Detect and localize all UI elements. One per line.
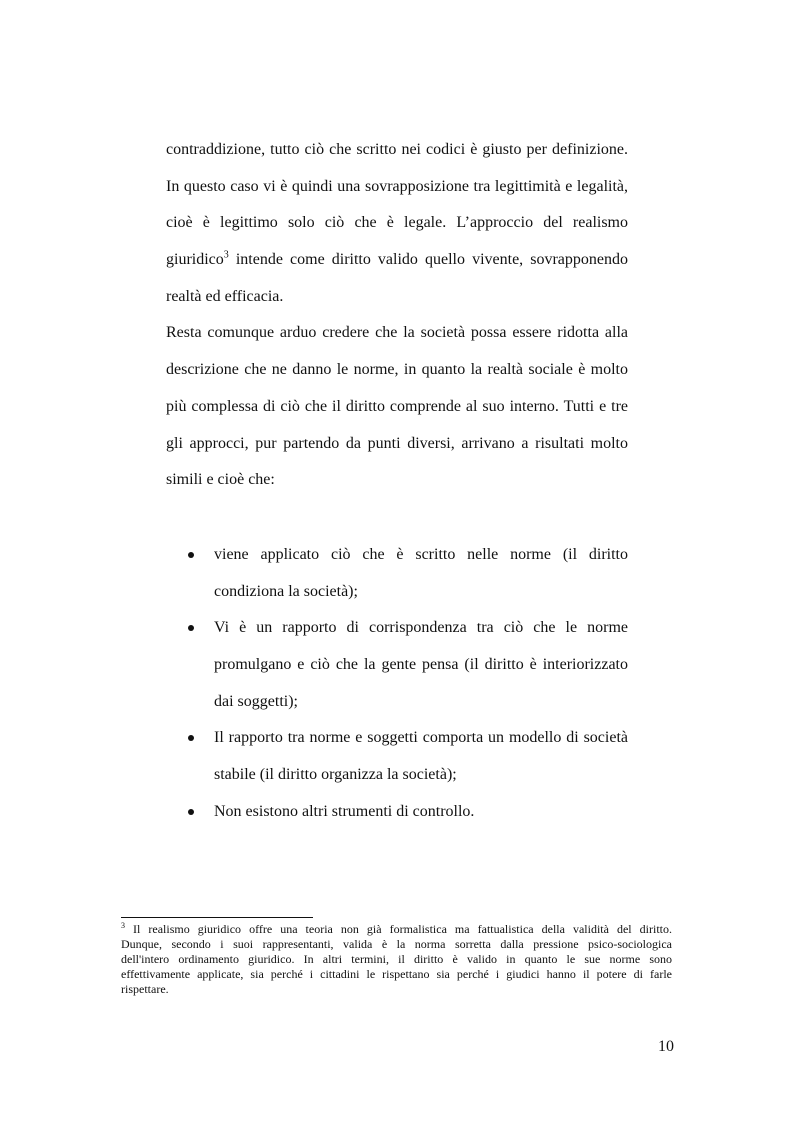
bullet-icon — [188, 552, 194, 558]
list-item — [188, 724, 628, 797]
paragraph-2-line-3: più complessa di ciò che il diritto comprende al suo interno. Tutti e tre — [166, 397, 628, 415]
list-item — [188, 541, 628, 614]
footnote-line-3: dell'intero ordinamento giuridico. In altri termini, il diritto è valido in quanto le sue norme sono — [121, 952, 672, 966]
body-text — [166, 136, 628, 503]
bullet-icon — [188, 809, 194, 815]
paragraph-1-line-3: cioè è legittimo solo ciò che è legale. L’approccio del realismo — [166, 214, 628, 232]
footnote — [121, 922, 672, 997]
paragraph-2-line-2: descrizione che ne danno le norme, in quanto la realtà sociale è molto — [166, 361, 628, 379]
bullet-3-line-1: Il rapporto tra norme e soggetti comporta un modello di società — [214, 729, 628, 747]
paragraph-2-line-4: gli approcci, pur partendo da punti diversi, arrivano a risultati molto — [166, 434, 628, 452]
paragraph-1-line-4-start: giuridico — [166, 251, 224, 269]
paragraph-2-line-1: Resta comunque arduo credere che la società possa essere ridotta alla — [166, 324, 628, 342]
bullet-icon — [188, 625, 194, 631]
bullet-2-line-1: Vi è un rapporto di corrispondenza tra ciò che le norme — [214, 619, 628, 637]
bullet-list — [188, 541, 628, 835]
bullet-2-line-2: promulgano e ciò che la gente pensa (il diritto è interiorizzato — [214, 656, 628, 674]
footnote-reference: 3 — [223, 249, 229, 261]
bullet-2-line-3: dai soggetti); — [214, 692, 298, 710]
bullet-icon — [188, 735, 194, 741]
bullet-3-line-2: stabile (il diritto organizza la società); — [214, 766, 457, 784]
bullet-1-line-1: viene applicato ciò che è scritto nelle norme (il diritto — [214, 546, 628, 563]
footnote-line-4: effettivamente applicate, sia perché i cittadini le rispettano sia perché i giudici hanno il potere di farle — [121, 967, 672, 981]
paragraph-1-line-4-end: intende come diritto valido quello vivente, sovrapponendo — [228, 251, 628, 269]
page-number: 10 — [658, 1038, 674, 1055]
paragraph-1-line-4 — [166, 246, 628, 283]
list-item — [188, 614, 628, 724]
paragraph-2-line-5: simili e cioè che: — [166, 471, 275, 489]
paragraph-1-line-5: realtà ed efficacia. — [166, 287, 284, 305]
footnote-divider — [121, 917, 313, 918]
paragraph-1-line-2: In questo caso vi è quindi una sovrapposizione tra legittimità e legalità, — [166, 177, 628, 195]
bullet-1-line-2: condiziona la società); — [214, 582, 358, 600]
footnote-line-1-text: Il realismo giuridico offre una teoria non già formalistica ma fattualistica della validità del diritto. — [125, 922, 672, 936]
footnote-line-5: rispettare. — [121, 982, 169, 996]
footnote-number: 3 — [121, 922, 125, 930]
list-item — [188, 798, 628, 835]
paragraph-1-line-1: contraddizione, tutto ciò che scritto nei codici è giusto per definizione. — [166, 141, 628, 158]
bullet-4-line-1: Non esistono altri strumenti di controllo. — [214, 802, 475, 820]
footnote-line-2: Dunque, secondo i suoi rappresentanti, valida è la norma sorretta dalla pressione psico-sociologica — [121, 937, 672, 951]
footnote-line-1 — [121, 922, 672, 937]
